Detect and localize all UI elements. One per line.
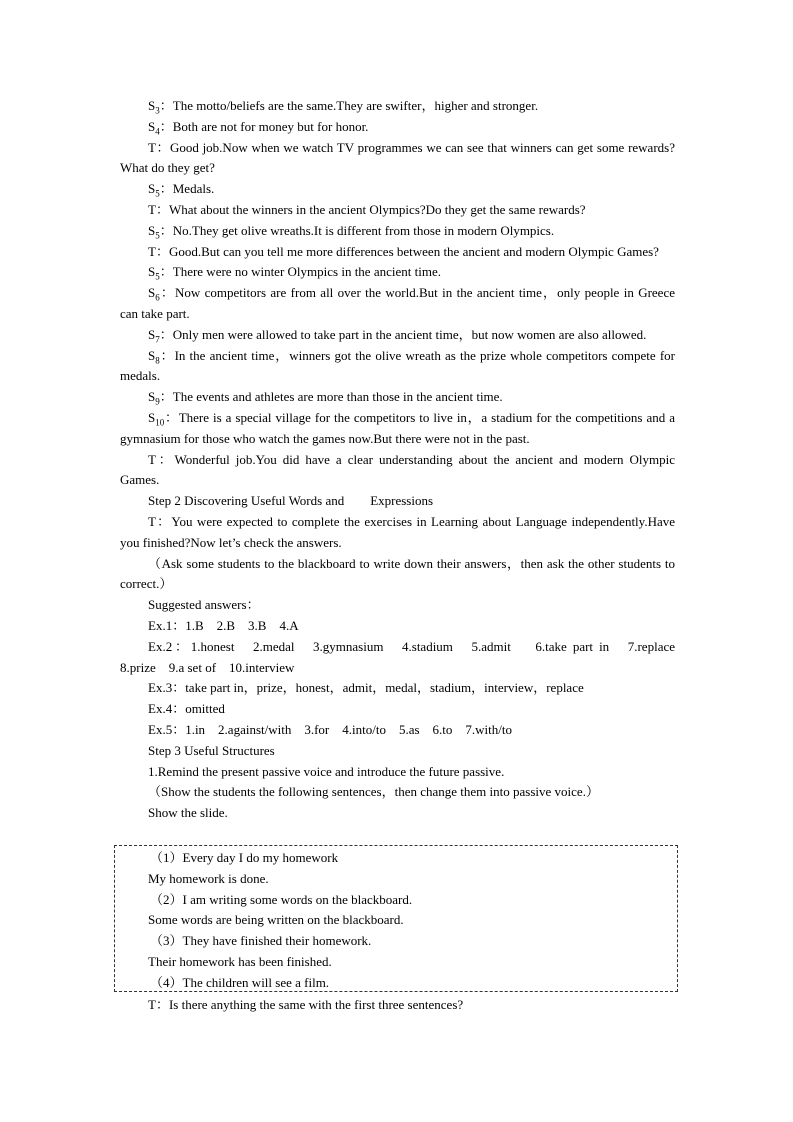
speaker-label: S [148, 326, 156, 342]
dialogue-line [120, 408, 675, 450]
speaker-separator: ： [159, 98, 173, 113]
speaker-separator: ： [159, 264, 173, 280]
speaker-label: S [148, 264, 156, 280]
step3-heading: Step 3 Useful Structures [148, 742, 275, 758]
dialogue-text: Both are not for money but for honor. [172, 118, 369, 134]
slide-sentence-2: （2）I am writing some words on the blackboard. [150, 891, 413, 907]
speaker-separator: ： [155, 201, 169, 217]
dialogue-text: Medals. [172, 181, 215, 197]
dialogue-text: The motto/beliefs are the same.They are swifter，higher and stronger. [172, 98, 539, 113]
slide-passive-1: My homework is done. [148, 870, 269, 886]
dialogue-text: Wonderful job.You did have a clear understanding about the ancient and modern Olympic Games. [120, 451, 675, 488]
slide-sentence-3: （3）They have finished their homework. [150, 933, 372, 949]
dialogue-line [120, 96, 675, 117]
after-box [120, 995, 675, 1016]
dialogue-line [120, 117, 675, 138]
lesson-body [120, 96, 689, 824]
suggested-answers-label: Suggested answers： [148, 597, 260, 613]
speaker-number: 5 [155, 271, 160, 282]
teacher-question: T：Is there anything the same with the first three sentences? [148, 997, 464, 1012]
speaker-label: T [148, 451, 156, 467]
dialogue-line [120, 138, 675, 180]
speaker-separator: ： [159, 285, 175, 301]
speaker-separator: ： [159, 347, 175, 363]
dialogue-text: Good job.Now when we watch TV programmes we can see that winners can get some rewards?What do they get? [120, 139, 675, 176]
speaker-number: 7 [155, 334, 160, 345]
dialogue-line [120, 179, 675, 200]
answer-ex5: Ex.5：1.in 2.against/with 3.for 4.into/to 5.as 6.to 7.with/to [148, 721, 512, 737]
speaker-label: T [148, 139, 156, 155]
speaker-number: 4 [155, 126, 160, 137]
dialogue-line [120, 262, 675, 283]
answer-ex1: Ex.1：1.B 2.B 3.B 4.A [148, 617, 299, 633]
dialogue-line [120, 346, 675, 388]
dialogue-line [120, 242, 675, 263]
speaker-label: S [148, 389, 156, 405]
speaker-label: S [148, 347, 156, 363]
speaker-separator: ： [159, 389, 173, 405]
dialogue-text: There is a special village for the competitors to live in，a stadium for the competitions and a gymnasium for those who watch the games now.But there were not in the past. [120, 409, 675, 446]
speaker-label: S [148, 118, 156, 134]
dialogue-section [120, 96, 675, 491]
speaker-separator: ： [155, 451, 175, 467]
step3-instruction: （Show the students the following sentences，then change them into passive voice.） [148, 784, 599, 800]
speaker-label: T [148, 201, 156, 217]
show-slide-line: Show the slide. [148, 805, 228, 821]
step2-heading: Step 2 Discovering Useful Words and Expressions [148, 493, 434, 509]
answer-ex2: Ex.2：1.honest 2.medal 3.gymnasium 4.stadium 5.admit 6.take part in 7.replace 8.prize 9.a set of 10.interview [120, 638, 689, 675]
speaker-number: 10 [155, 417, 165, 428]
speaker-label: S [148, 409, 156, 425]
speaker-number: 6 [155, 292, 160, 303]
dialogue-text: There were no winter Olympics in the ancient time. [172, 264, 441, 280]
slide-box [114, 845, 678, 992]
step3-point1: 1.Remind the present passive voice and introduce the future passive. [148, 763, 505, 779]
slide-sentence-4: （4）The children will see a film. [150, 974, 330, 990]
dialogue-line [120, 221, 675, 242]
speaker-number: 5 [155, 188, 160, 199]
speaker-separator: ： [155, 243, 169, 259]
speaker-label: T [148, 243, 156, 259]
dialogue-text: In the ancient time，winners got the olive wreath as the prize whole competitors compete for medals. [120, 347, 675, 384]
speaker-label: S [148, 285, 156, 301]
speaker-separator: ： [159, 222, 173, 238]
slide-sentence-1: （1）Every day I do my homework [150, 850, 339, 865]
speaker-separator: ： [164, 409, 179, 425]
dialogue-line [120, 387, 675, 408]
speaker-label: S [148, 222, 156, 238]
dialogue-line [120, 283, 675, 325]
dialogue-text: What about the winners in the ancient Olympics?Do they get the same rewards? [168, 201, 586, 217]
speaker-number: 3 [155, 105, 160, 116]
speaker-separator: ： [159, 326, 173, 342]
dialogue-text: Only men were allowed to take part in the ancient time，but now women are also allowed. [172, 326, 647, 342]
slide-passive-2: Some words are being written on the blackboard. [148, 912, 404, 928]
speaker-number: 8 [155, 355, 160, 366]
dialogue-line [120, 325, 675, 346]
slide-passive-3: Their homework has been finished. [148, 953, 332, 969]
speaker-number: 9 [155, 396, 160, 407]
dialogue-line [120, 200, 675, 221]
answer-ex3: Ex.3：take part in，prize，honest，admit，medal，stadium，interview，replace [148, 680, 584, 696]
step2-teacher-line: T：You were expected to complete the exercises in Learning about Language independently.Have you finished?Now let’s check the answers. [120, 513, 675, 550]
dialogue-text: The events and athletes are more than those in the ancient time. [172, 389, 503, 405]
dialogue-text: No.They get olive wreaths.It is different from those in modern Olympics. [172, 222, 555, 238]
speaker-separator: ： [159, 181, 173, 197]
answer-ex4: Ex.4：omitted [148, 701, 225, 717]
dialogue-text: Good.But can you tell me more differences between the ancient and modern Olympic Games? [168, 243, 659, 259]
step2-instruction: （Ask some students to the blackboard to write down their answers，then ask the other students to correct.） [120, 555, 675, 592]
speaker-number: 5 [155, 230, 160, 241]
speaker-separator: ： [159, 118, 173, 134]
dialogue-line [120, 450, 675, 492]
speaker-label: S [148, 98, 156, 113]
dialogue-text: Now competitors are from all over the world.But in the ancient time，only people in Greece can take part. [120, 285, 675, 321]
speaker-label: S [148, 181, 156, 197]
speaker-separator: ： [155, 139, 170, 155]
